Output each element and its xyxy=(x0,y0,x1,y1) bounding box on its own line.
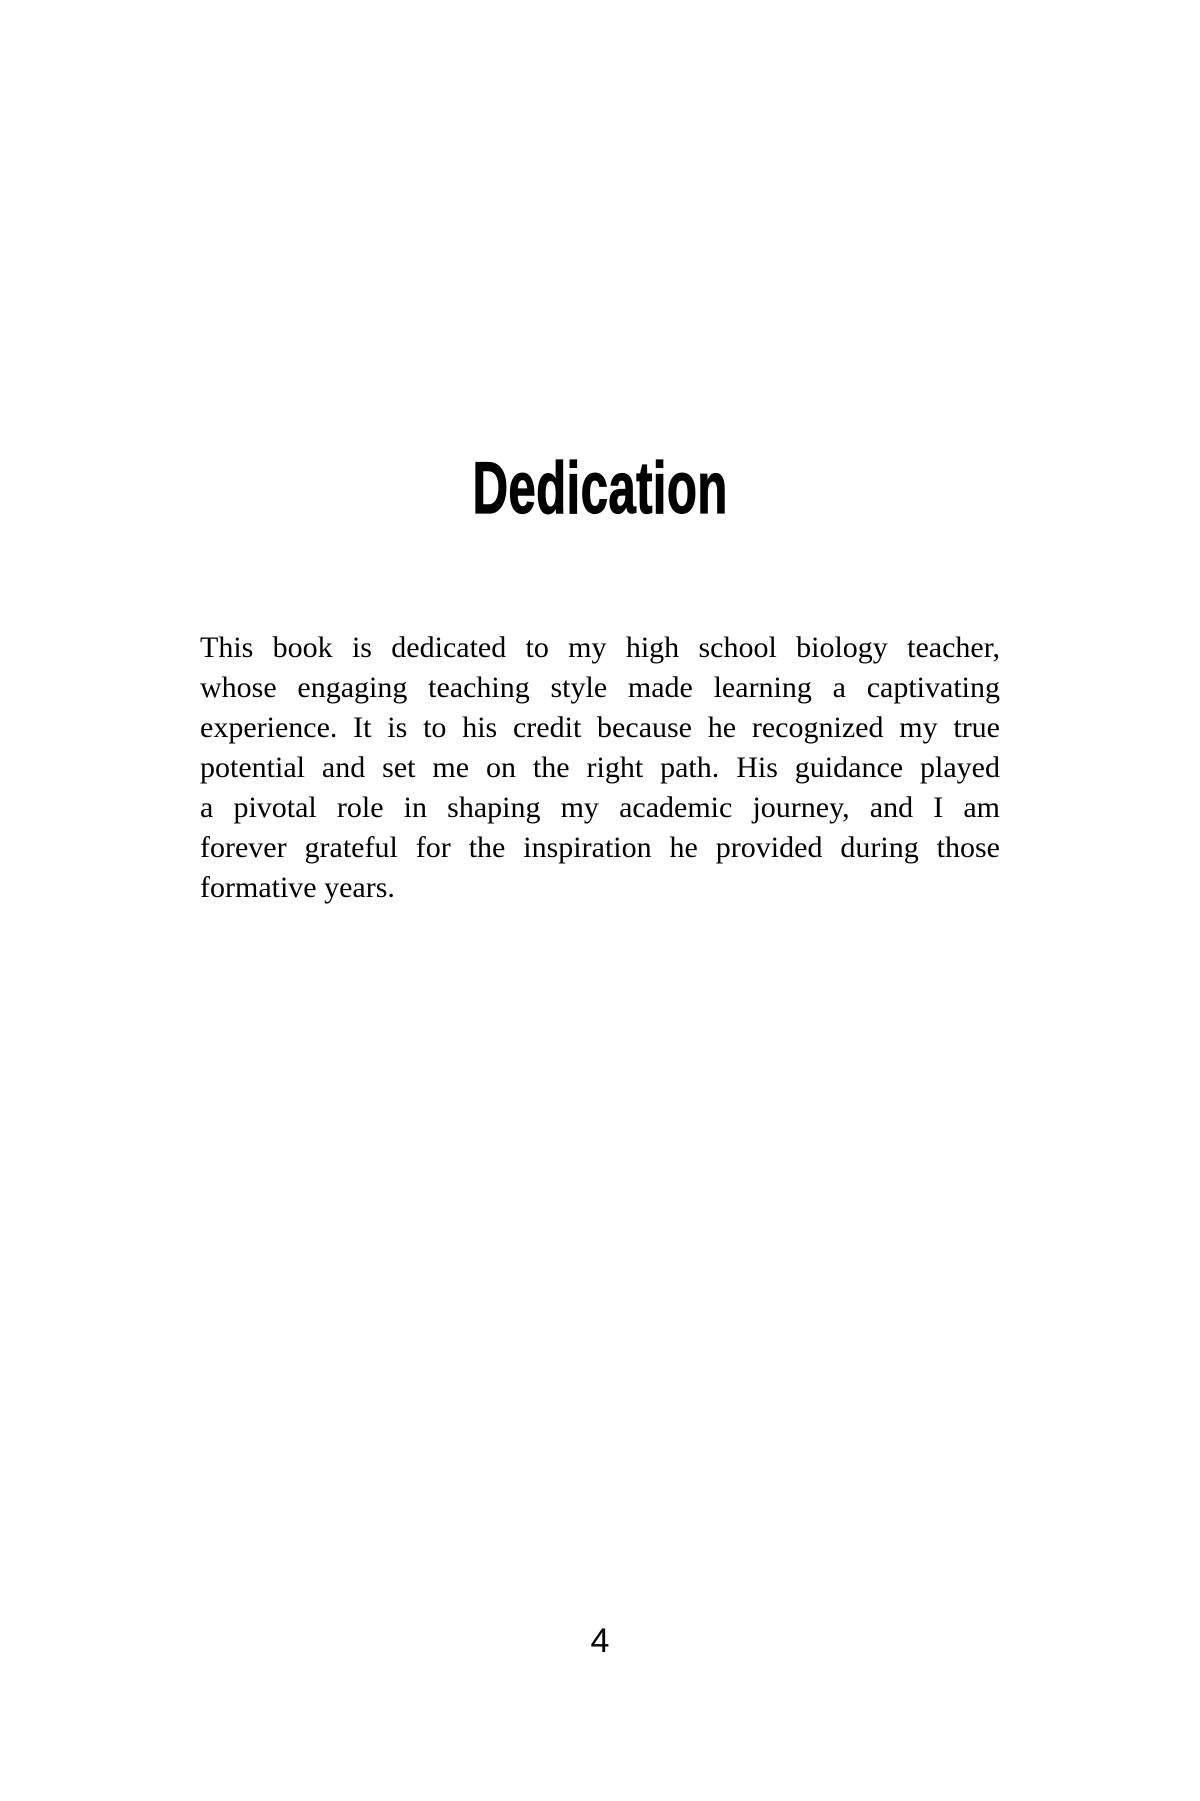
page-number: 4 xyxy=(590,1622,610,1660)
paragraph-line: experience. It is to his credit because he recognized my true xyxy=(200,711,1000,744)
paragraph-line: whose engaging teaching style made learning a captivating xyxy=(200,671,1000,704)
page-title-text: Dedication xyxy=(472,448,728,529)
paragraph-line: a pivotal role in shaping my academic journey, and I am xyxy=(200,791,1000,824)
paragraph-line: potential and set me on the right path. His guidance played xyxy=(200,751,1000,784)
page-title xyxy=(0,448,1200,529)
dedication-paragraph xyxy=(200,628,1000,908)
paragraph-line: forever grateful for the inspiration he provided during those xyxy=(200,831,1000,864)
paragraph-line: formative years. xyxy=(200,871,395,904)
paragraph-line: This book is dedicated to my high school biology teacher, xyxy=(200,631,1000,664)
